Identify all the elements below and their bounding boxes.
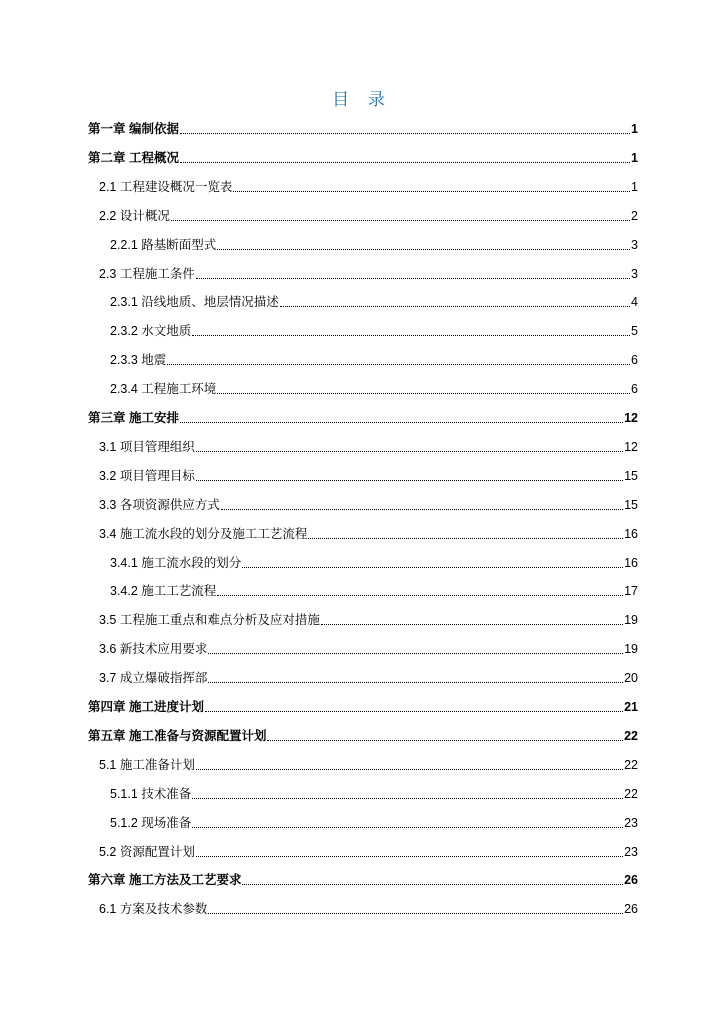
toc-entry-label: 3.1 项目管理组织 [99,440,195,454]
toc-entry-label: 6.1 方案及技术参数 [99,902,208,916]
toc-entry-label: 2.2.1 路基断面型式 [110,238,217,252]
toc-dot-leader [208,653,623,654]
toc-entry-label: 3.7 成立爆破指挥部 [99,671,208,685]
toc-entry-page-number: 4 [631,295,638,309]
toc-dot-leader [308,538,623,539]
toc-entry-label: 5.1 施工准备计划 [99,758,195,772]
toc-dot-leader [180,162,630,163]
toc-entry[interactable] [99,204,638,224]
toc-entry[interactable] [110,233,638,253]
toc-entry-label: 第三章 施工安排 [88,411,179,425]
toc-dot-leader [208,913,623,914]
toc-entry-label: 第六章 施工方法及工艺要求 [88,873,242,887]
toc-entry-page-number: 19 [624,642,638,656]
toc-entry-label: 3.3 各项资源供应方式 [99,498,220,512]
toc-entry-page-number: 3 [631,267,638,281]
toc-dot-leader [217,249,630,250]
toc-entry[interactable] [110,579,638,599]
toc-entry[interactable] [88,695,638,715]
toc-entry-label: 2.3.2 水文地质 [110,324,192,338]
toc-entry-label: 5.1.2 现场准备 [110,816,192,830]
toc-entry-page-number: 12 [624,440,638,454]
toc-dot-leader [196,451,623,452]
toc-entry-page-number: 22 [624,729,638,743]
toc-entry-page-number: 23 [624,816,638,830]
toc-entry[interactable] [110,551,638,571]
toc-entry[interactable] [99,175,638,195]
toc-entry-label: 3.2 项目管理目标 [99,469,195,483]
toc-entry-page-number: 1 [631,180,638,194]
toc-dot-leader [242,567,623,568]
toc-entry[interactable] [99,608,638,628]
toc-dot-leader [208,682,623,683]
toc-entry-label: 2.3.4 工程施工环境 [110,382,217,396]
toc-dot-leader [180,133,630,134]
toc-entry[interactable] [99,840,638,860]
toc-entry-page-number: 26 [624,902,638,916]
toc-entry[interactable] [110,348,638,368]
toc-entry-label: 3.4.1 施工流水段的划分 [110,556,242,570]
toc-dot-leader [196,278,630,279]
toc-entry[interactable] [110,377,638,397]
toc-entry[interactable] [99,435,638,455]
toc-entry-label: 3.5 工程施工重点和难点分析及应对措施 [99,613,320,627]
toc-entry[interactable] [99,464,638,484]
toc-entry[interactable] [99,897,638,917]
toc-dot-leader [242,884,623,885]
toc-entry-page-number: 16 [624,556,638,570]
toc-dot-leader [167,364,630,365]
toc-entry[interactable] [88,117,638,137]
toc-entry-page-number: 6 [631,382,638,396]
toc-entry[interactable] [99,493,638,513]
toc-entry-label: 2.1 工程建设概况一览表 [99,180,233,194]
toc-dot-leader [267,740,623,741]
toc-entry-page-number: 6 [631,353,638,367]
toc-entry-page-number: 23 [624,845,638,859]
toc-dot-leader [192,827,623,828]
toc-entry-page-number: 22 [624,787,638,801]
toc-entry-label: 2.3.1 沿线地质、地层情况描述 [110,295,279,309]
toc-entry-page-number: 3 [631,238,638,252]
toc-dot-leader [196,856,623,857]
toc-title: 目 录 [332,90,392,109]
toc-dot-leader [192,798,623,799]
toc-entry-label: 第二章 工程概况 [88,151,179,165]
toc-entry-label: 2.3 工程施工条件 [99,267,195,281]
toc-entry[interactable] [88,146,638,166]
toc-entry[interactable] [99,666,638,686]
toc-entry[interactable] [110,290,638,310]
toc-dot-leader [217,595,623,596]
toc-dot-leader [196,769,623,770]
toc-entry-page-number: 5 [631,324,638,338]
toc-entry-label: 3.6 新技术应用要求 [99,642,208,656]
toc-entry-page-number: 17 [624,584,638,598]
toc-entry-page-number: 1 [631,151,638,165]
toc-dot-leader [196,480,623,481]
toc-entry-page-number: 26 [624,873,638,887]
toc-entry-page-number: 20 [624,671,638,685]
toc-entry-page-number: 21 [624,700,638,714]
toc-dot-leader [180,422,623,423]
toc-dot-leader [221,509,623,510]
toc-entry-page-number: 15 [624,498,638,512]
toc-entry-label: 5.1.1 技术准备 [110,787,192,801]
toc-entry-label: 2.2 设计概况 [99,209,170,223]
toc-entry-label: 第四章 施工进度计划 [88,700,204,714]
toc-entry[interactable] [110,782,638,802]
toc-entry-label: 3.4 施工流水段的划分及施工工艺流程 [99,527,308,541]
toc-entry[interactable] [88,406,638,426]
toc-entry-label: 2.3.3 地震 [110,353,167,367]
toc-entry-page-number: 15 [624,469,638,483]
toc-dot-leader [280,306,630,307]
toc-entry[interactable] [110,319,638,339]
toc-entry[interactable] [99,522,638,542]
toc-entry[interactable] [99,753,638,773]
toc-entry[interactable] [88,868,638,888]
toc-entry[interactable] [99,262,638,282]
toc-entry-label: 5.2 资源配置计划 [99,845,195,859]
toc-entry-page-number: 16 [624,527,638,541]
toc-dot-leader [217,393,630,394]
toc-entry-page-number: 12 [624,411,638,425]
toc-entry-page-number: 2 [631,209,638,223]
toc-dot-leader [171,220,630,221]
toc-entry-label: 第五章 施工准备与资源配置计划 [88,729,267,743]
toc-entry-page-number: 22 [624,758,638,772]
toc-entry[interactable] [110,811,638,831]
toc-entry[interactable] [99,637,638,657]
toc-entry-label: 第一章 编制依据 [88,122,179,136]
toc-entry-page-number: 1 [631,122,638,136]
toc-dot-leader [321,624,623,625]
toc-entry[interactable] [88,724,638,744]
toc-entry-label: 3.4.2 施工工艺流程 [110,584,217,598]
toc-entry-page-number: 19 [624,613,638,627]
toc-dot-leader [205,711,623,712]
toc-dot-leader [233,191,630,192]
toc-dot-leader [192,335,630,336]
